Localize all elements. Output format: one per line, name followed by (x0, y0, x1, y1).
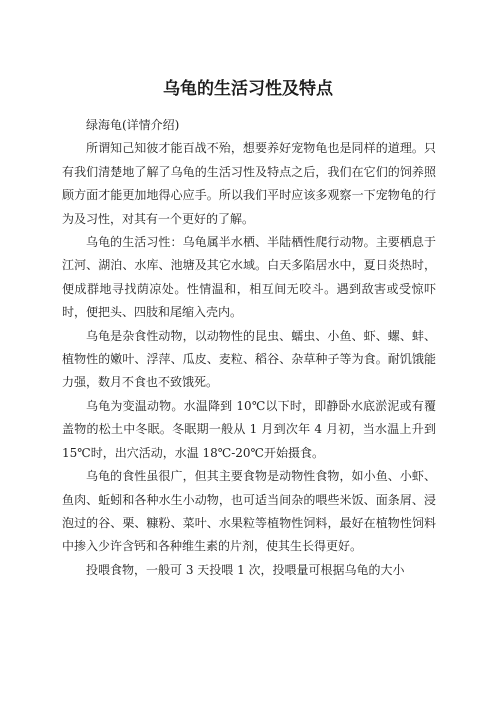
paragraph-hibernation: 乌龟为变温动物。水温降到 10℃以下时，即静卧水底淤泥或有覆盖物的松土中冬眠。冬眠期一般从 1 月到次年 4 月初，当水温上升到 15℃时，出穴活动，水温 18℃-20℃开始摄食。 (62, 398, 436, 460)
paragraph-food: 乌龟的食性虽很广，但其主要食物是动物性食物，如小鱼、小虾、鱼肉、蚯蚓和各种水生小动物，也可适当间杂的喂些米饭、面条屑、浸泡过的谷、栗、糠粉、菜叶、水果粒等植物性饲料，最好在植物性饲料中掺入少许含钙和各种维生素的片剂，使其生长得更好。 (62, 469, 436, 554)
paragraph-intro: 所谓知己知彼才能百战不殆，想要养好宠物龟也是同样的道理。只有我们清楚地了解了乌龟的生活习性及特点之后，我们在它们的饲养照顾方面才能更加地得心应手。所以我们平时应该多观察一下宠物龟的行为及习性，对其有一个更好的了解。 (62, 141, 436, 226)
paragraph-diet: 乌龟是杂食性动物，以动物性的昆虫、蠕虫、小鱼、虾、螺、蚌、植物性的嫩叶、浮萍、瓜皮、麦粒、稻谷、杂草种子等为食。耐饥饿能力强，数月不食也不致饿死。 (62, 328, 436, 390)
paragraph-habits: 乌龟的生活习性：乌龟属半水栖、半陆栖性爬行动物。主要栖息于江河、湖泊、水库、池塘及其它水域。白天多陷居水中，夏日炎热时，便成群地寻找荫凉处。性情温和，相互间无咬斗。遇到敌害或受惊吓时，便把头、四肢和尾缩入壳内。 (62, 235, 436, 320)
article-subtitle: 绿海龟(详情介绍) (86, 118, 180, 132)
paragraph-feeding: 投喂食物，一般可 3 天投喂 1 次，投喂量可根据乌龟的大小 (86, 562, 405, 577)
page-title: 乌龟的生活习性及特点 (163, 79, 333, 99)
article-body (62, 114, 436, 582)
